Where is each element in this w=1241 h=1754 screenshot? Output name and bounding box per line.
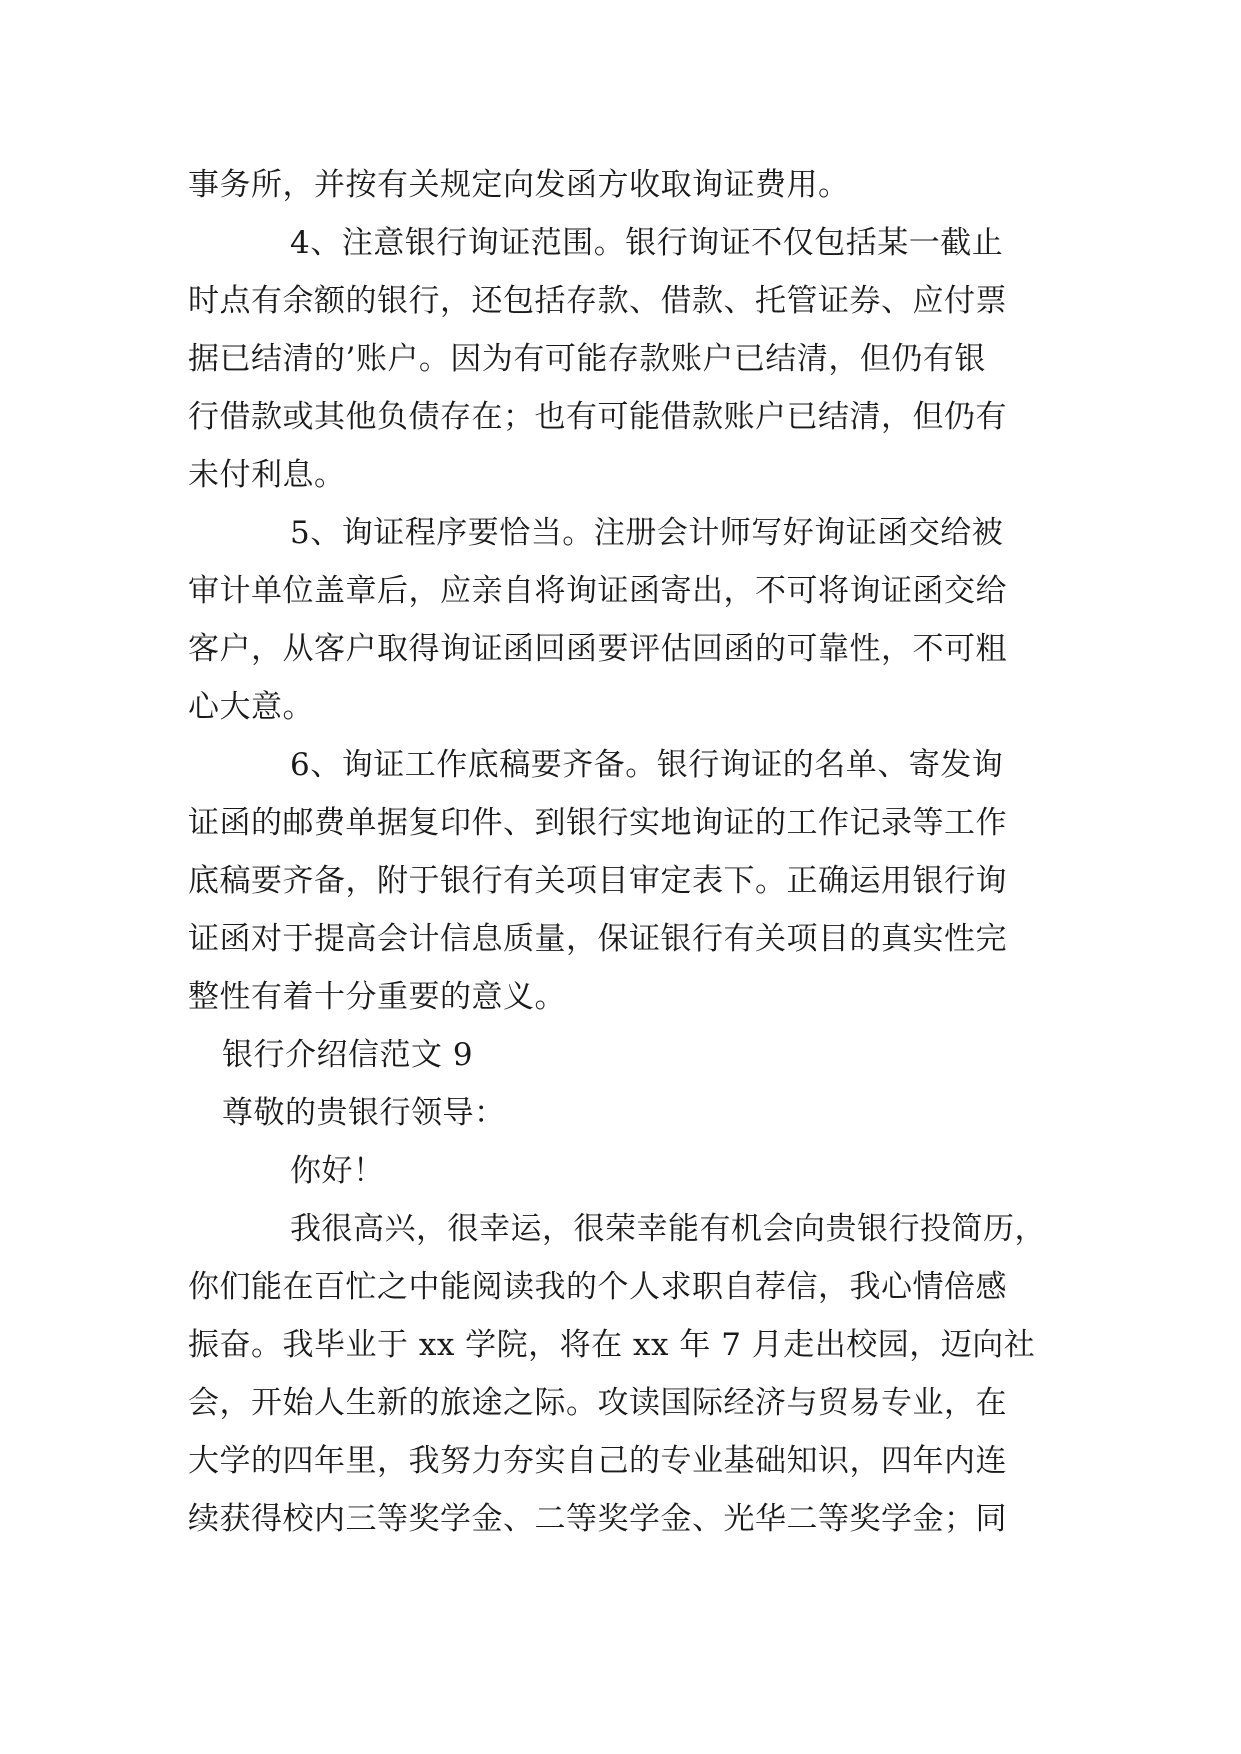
text-line: 未付利息。	[188, 457, 346, 493]
text-line: 振奋。我毕业于 xx 学院，将在 xx 年 7 月走出校园，迈向社	[188, 1327, 1036, 1363]
text-line: 据已结清的’账户。因为有可能存款账户已结清，但仍有银	[188, 341, 986, 377]
text-line: 我很高兴，很幸运，很荣幸能有机会向贵银行投简历，	[290, 1211, 1046, 1247]
greeting: 你好！	[290, 1153, 385, 1189]
text-line: 你们能在百忙之中能阅读我的个人求职自荐信，我心情倍感	[188, 1269, 1007, 1305]
text-line: 4、注意银行询证范围。银行询证不仅包括某一截止	[290, 225, 1004, 261]
section-heading: 银行介绍信范文 9	[222, 1037, 474, 1073]
text-line: 续获得校内三等奖学金、二等奖学金、光华二等奖学金；同	[188, 1501, 1007, 1537]
text-line: 整性有着十分重要的意义。	[188, 979, 566, 1015]
text-line: 时点有余额的银行，还包括存款、借款、托管证券、应付票	[188, 283, 1007, 319]
text-line: 底稿要齐备，附于银行有关项目审定表下。正确运用银行询	[188, 863, 1007, 899]
text-line: 6、询证工作底稿要齐备。银行询证的名单、寄发询	[290, 747, 1004, 783]
text-line: 行借款或其他负债存在；也有可能借款账户已结清，但仍有	[188, 399, 1007, 435]
text-line: 会，开始人生新的旅途之际。攻读国际经济与贸易专业，在	[188, 1385, 1007, 1421]
text-line: 大学的四年里，我努力夯实自己的专业基础知识，四年内连	[188, 1443, 1007, 1479]
text-line: 事务所，并按有关规定向发函方收取询证费用。	[188, 167, 850, 203]
text-line: 证函对于提高会计信息质量，保证银行有关项目的真实性完	[188, 921, 1007, 957]
text-line: 客户，从客户取得询证函回函要评估回函的可靠性，不可粗	[188, 631, 1007, 667]
text-line: 审计单位盖章后，应亲自将询证函寄出，不可将询证函交给	[188, 573, 1007, 609]
salutation: 尊敬的贵银行领导：	[222, 1095, 506, 1131]
text-line: 5、询证程序要恰当。注册会计师写好询证函交给被	[290, 515, 1004, 551]
text-line: 证函的邮费单据复印件、到银行实地询证的工作记录等工作	[188, 805, 1007, 841]
text-line: 心大意。	[188, 689, 314, 725]
